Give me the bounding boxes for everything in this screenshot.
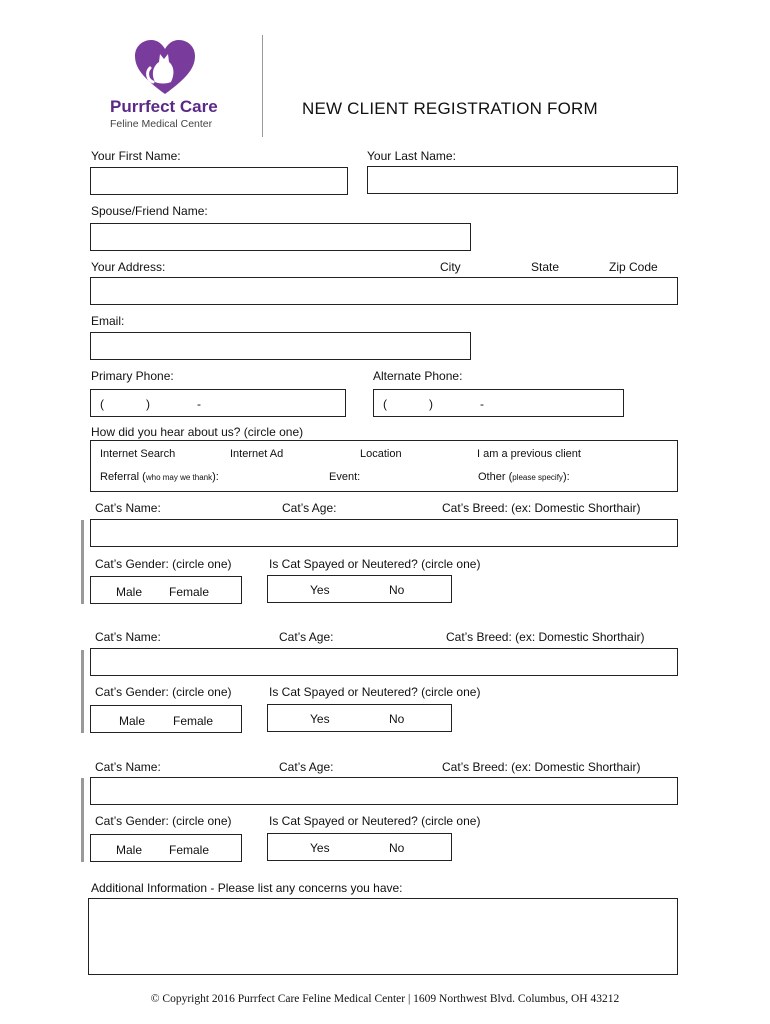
cat-2-gender-label: Cat’s Gender: (circle one) bbox=[95, 685, 232, 699]
first-name-label: Your First Name: bbox=[91, 149, 181, 163]
cat-1-gender-label: Cat’s Gender: (circle one) bbox=[95, 557, 232, 571]
cat-3-gender-label: Cat’s Gender: (circle one) bbox=[95, 814, 232, 828]
other-text: Other ( bbox=[478, 471, 513, 483]
cat-2-name-label: Cat’s Name: bbox=[95, 630, 161, 644]
option-internet-search[interactable]: Internet Search bbox=[100, 448, 176, 460]
referral-box bbox=[90, 440, 678, 492]
cat-3-info-field[interactable] bbox=[90, 777, 678, 805]
cat-1-gender-box bbox=[90, 576, 242, 604]
cat-3-yes-option[interactable]: Yes bbox=[310, 841, 330, 855]
cat-1-side-bar bbox=[81, 520, 84, 604]
cat-3-gender-box bbox=[90, 834, 242, 862]
cat-1-spayed-label: Is Cat Spayed or Neutered? (circle one) bbox=[269, 557, 481, 571]
cat-3-age-label: Cat’s Age: bbox=[279, 760, 334, 774]
state-label: State bbox=[531, 260, 560, 274]
last-name-label: Your Last Name: bbox=[367, 149, 456, 163]
cat-1-name-label: Cat’s Name: bbox=[95, 501, 161, 515]
alternate-phone-label: Alternate Phone: bbox=[373, 369, 463, 383]
alternate-phone-field[interactable] bbox=[373, 389, 624, 417]
phone-paren-close: ) bbox=[429, 397, 433, 411]
cat-1-female-option[interactable]: Female bbox=[169, 585, 210, 599]
phone-dash: - bbox=[480, 397, 484, 411]
address-field[interactable] bbox=[90, 277, 678, 305]
option-internet-ad[interactable]: Internet Ad bbox=[230, 448, 284, 460]
spouse-field[interactable] bbox=[90, 223, 471, 251]
spouse-label: Spouse/Friend Name: bbox=[91, 204, 208, 218]
cat-1-breed-label: Cat’s Breed: (ex: Domestic Shorthair) bbox=[442, 501, 641, 515]
cat-2-female-option[interactable]: Female bbox=[173, 714, 214, 728]
phone-paren-close: ) bbox=[146, 397, 150, 411]
cat-3-breed-label: Cat’s Breed: (ex: Domestic Shorthair) bbox=[442, 760, 641, 774]
option-location[interactable]: Location bbox=[360, 448, 402, 460]
referral-question: How did you hear about us? (circle one) bbox=[91, 425, 304, 439]
cat-1-no-option[interactable]: No bbox=[389, 583, 405, 597]
primary-phone-label: Primary Phone: bbox=[91, 369, 174, 383]
other-note: please specify bbox=[512, 473, 563, 482]
cat-1-age-label: Cat’s Age: bbox=[282, 501, 337, 515]
cat-2-side-bar bbox=[81, 650, 84, 733]
primary-phone-field[interactable] bbox=[90, 389, 346, 417]
referral-text: Referral ( bbox=[100, 471, 146, 483]
footer-copyright: © Copyright 2016 Purrfect Care Feline Medical Center | 1609 Northwest Blvd. Columbus, OH 43212 bbox=[150, 993, 620, 1005]
page-title: NEW CLIENT REGISTRATION FORM bbox=[302, 99, 598, 118]
cat-3-spayed-box bbox=[267, 833, 452, 861]
referral-note: who may we thank bbox=[145, 473, 213, 482]
cat-1-spayed-box bbox=[267, 575, 452, 603]
cat-3-side-bar bbox=[81, 778, 84, 862]
address-label: Your Address: bbox=[91, 260, 166, 274]
cat-3-spayed-label: Is Cat Spayed or Neutered? (circle one) bbox=[269, 814, 481, 828]
cat-1-info-field[interactable] bbox=[90, 519, 678, 547]
cat-1-male-option[interactable]: Male bbox=[116, 585, 143, 599]
option-event[interactable]: Event: bbox=[329, 471, 361, 483]
cat-2-male-option[interactable]: Male bbox=[119, 714, 146, 728]
cat-2-gender-box bbox=[90, 705, 242, 733]
cat-2-no-option[interactable]: No bbox=[389, 712, 405, 726]
cat-2-age-label: Cat’s Age: bbox=[279, 630, 334, 644]
logo bbox=[133, 38, 197, 96]
phone-dash: - bbox=[197, 397, 201, 411]
cat-2-yes-option[interactable]: Yes bbox=[310, 712, 330, 726]
city-label: City bbox=[440, 260, 461, 274]
first-name-field[interactable] bbox=[90, 167, 348, 195]
cat-3-no-option[interactable]: No bbox=[389, 841, 405, 855]
additional-info-label: Additional Information - Please list any concerns you have: bbox=[91, 881, 403, 895]
cat-3-name-label: Cat’s Name: bbox=[95, 760, 161, 774]
email-field[interactable] bbox=[90, 332, 471, 360]
cat-3-male-option[interactable]: Male bbox=[116, 843, 143, 857]
brand-name: Purrfect Care bbox=[110, 97, 218, 116]
brand-subtitle: Feline Medical Center bbox=[110, 118, 213, 130]
referral-end: ): bbox=[212, 471, 219, 483]
option-previous-client[interactable]: I am a previous client bbox=[477, 448, 581, 460]
option-referral[interactable] bbox=[100, 471, 219, 483]
email-label: Email: bbox=[91, 314, 125, 328]
zip-label: Zip Code bbox=[609, 260, 658, 274]
cat-3-female-option[interactable]: Female bbox=[169, 843, 210, 857]
additional-info-field[interactable] bbox=[88, 898, 678, 975]
phone-paren-open: ( bbox=[383, 397, 387, 411]
cat-2-info-field[interactable] bbox=[90, 648, 678, 676]
cat-2-spayed-label: Is Cat Spayed or Neutered? (circle one) bbox=[269, 685, 481, 699]
phone-paren-open: ( bbox=[100, 397, 104, 411]
cat-2-breed-label: Cat’s Breed: (ex: Domestic Shorthair) bbox=[446, 630, 645, 644]
last-name-field[interactable] bbox=[367, 166, 678, 194]
other-end: ): bbox=[562, 471, 570, 483]
heart-cat-logo-icon bbox=[133, 38, 197, 96]
cat-2-spayed-box bbox=[267, 704, 452, 732]
cat-1-yes-option[interactable]: Yes bbox=[310, 583, 330, 597]
header-divider bbox=[262, 35, 263, 137]
option-other[interactable] bbox=[478, 471, 570, 483]
